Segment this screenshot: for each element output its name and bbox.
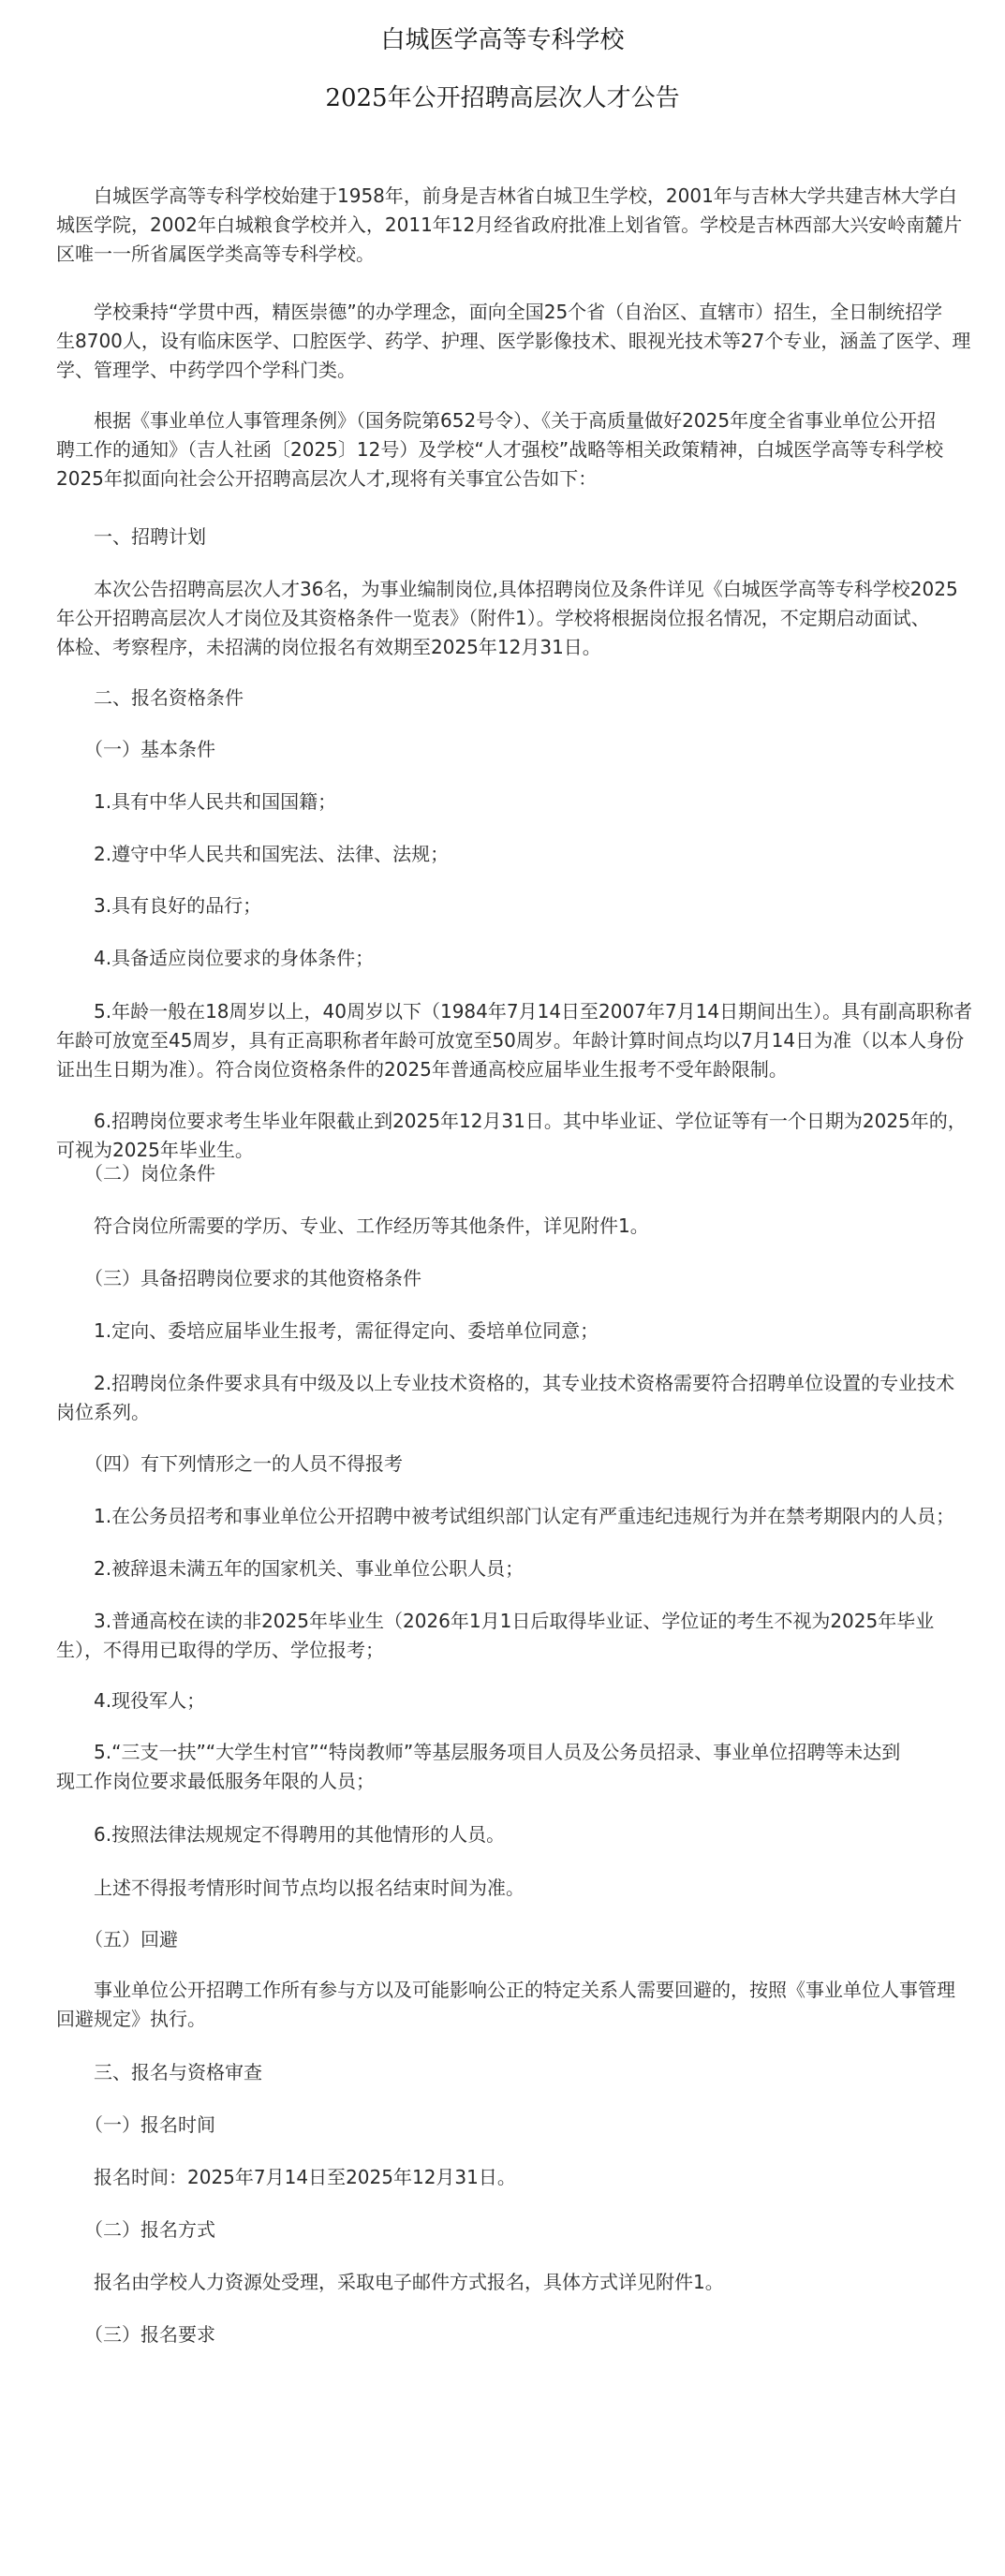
paragraph xyxy=(56,1369,983,1427)
text-line: 6.招聘岗位要求考生毕业年限截止到2025年12月31日。其中毕业证、学位证等有一个日期为2025年的， xyxy=(56,1110,967,1132)
section-heading xyxy=(56,1450,983,1479)
paragraph xyxy=(56,1874,983,1903)
text-line: 4.现役军人； xyxy=(56,1689,206,1712)
text-line: 聘工作的通知》（吉人社函〔2025〕12号）及学校“人才强校”战略等相关政策精神，白城医学高等专科学校 xyxy=(56,438,944,461)
paragraph xyxy=(56,891,983,920)
text-line: 白城医学高等专科学校始建于1958年，前身是吉林省白城卫生学校，2001年与吉林大学共建吉林大学白 xyxy=(56,184,957,207)
section-heading xyxy=(56,2215,983,2245)
text-line: 二、报名资格条件 xyxy=(56,686,244,709)
paragraph xyxy=(56,997,983,1084)
text-line: 生），不得用已取得的学历、学位报考； xyxy=(56,1639,384,1661)
text-line: 报名时间：2025年7月14日至2025年12月31日。 xyxy=(56,2166,516,2188)
text-line: 区唯一一所省属医学类高等专科学校。 xyxy=(56,243,375,265)
text-line: 1.定向、委培应届毕业生报考，需征得定向、委培单位同意； xyxy=(56,1319,599,1342)
paragraph xyxy=(56,1212,983,1241)
text-line: （二）报名方式 xyxy=(56,2218,215,2241)
section-heading xyxy=(56,684,983,713)
text-line: 2.招聘岗位条件要求具有中级及以上专业技术资格的，其专业技术资格需要符合招聘单位设置的专业技术 xyxy=(56,1372,955,1394)
text-line: （二）岗位条件 xyxy=(56,1162,215,1185)
text-line: 2.遵守中华人民共和国宪法、法律、法规； xyxy=(56,843,450,865)
text-line: （四）有下列情形之一的人员不得报考 xyxy=(56,1452,403,1475)
text-line: 5.“三支一扶”“大学生村官”“特岗教师”等基层服务项目人员及公务员招录、事业单位招聘等未达到 xyxy=(56,1741,901,1763)
paragraph xyxy=(56,1976,983,2034)
paragraph xyxy=(56,788,983,817)
text-line: 3.普通高校在读的非2025年毕业生（2026年1月1日后取得毕业证、学位证的考生不视为2025年毕业 xyxy=(56,1610,935,1632)
text-line: 5.年龄一般在18周岁以上，40周岁以下（1984年7月14日至2007年7月14日期间出生）。具有副高职称者 xyxy=(56,1000,973,1023)
text-line: 体检、考察程序，未招满的岗位报名有效期至2025年12月31日。 xyxy=(56,636,601,658)
section-heading xyxy=(56,523,983,552)
section-heading xyxy=(56,2320,983,2349)
section-heading xyxy=(56,2111,983,2140)
text-line: 3.具有良好的品行； xyxy=(56,894,262,917)
text-line: 2025年拟面向社会公开招聘高层次人才,现将有关事宜公告如下： xyxy=(56,467,598,490)
text-line: 现工作岗位要求最低服务年限的人员； xyxy=(56,1770,375,1792)
text-line: 回避规定》执行。 xyxy=(56,2008,206,2030)
text-line: 学、管理学、中药学四个学科门类。 xyxy=(56,359,356,381)
paragraph xyxy=(56,406,983,493)
text-line: （三）报名要求 xyxy=(56,2323,215,2346)
paragraph xyxy=(56,2268,983,2297)
text-line: 学校秉持“学贯中西，精医崇德”的办学理念，面向全国25个省（自治区、直辖市）招生，全日制统招学 xyxy=(56,301,943,323)
paragraph xyxy=(56,575,983,662)
text-line: 一、招聘计划 xyxy=(56,525,206,548)
text-line: 年龄可放宽至45周岁，具有正高职称者年龄可放宽至50周岁。年龄计算时间点均以7月14日为准（以本人身份 xyxy=(56,1029,965,1052)
paragraph xyxy=(56,1554,983,1583)
text-line: 岗位系列。 xyxy=(56,1401,150,1423)
document-subtitle: 2025年公开招聘高层次人才公告 xyxy=(325,84,680,112)
section-heading xyxy=(56,1264,983,1293)
section-heading xyxy=(56,735,983,764)
section-heading xyxy=(56,2058,983,2087)
paragraph xyxy=(56,1607,983,1665)
paragraph xyxy=(56,1317,983,1346)
text-line: 1.具有中华人民共和国国籍； xyxy=(56,790,337,813)
paragraph xyxy=(56,1820,983,1849)
paragraph xyxy=(56,1502,983,1531)
text-line: 生8700人，设有临床医学、口腔医学、药学、护理、医学影像技术、眼视光技术等27个专业，涵盖了医学、理 xyxy=(56,330,971,352)
paragraph xyxy=(56,1107,983,1165)
text-line: 符合岗位所需要的学历、专业、工作经历等其他条件，详见附件1。 xyxy=(56,1214,649,1237)
text-line: 证出生日期为准）。符合岗位资格条件的2025年普通高校应届毕业生报考不受年龄限制。 xyxy=(56,1058,788,1081)
paragraph xyxy=(56,944,983,973)
text-line: 三、报名与资格审查 xyxy=(56,2061,262,2083)
text-line: 根据《事业单位人事管理条例》（国务院第652号令）、《关于高质量做好2025年度全省事业单位公开招 xyxy=(56,409,937,432)
text-line: 1.在公务员招考和事业单位公开招聘中被考试组织部门认定有严重违纪违规行为并在禁考期限内的人员； xyxy=(56,1505,955,1527)
paragraph xyxy=(56,840,983,869)
text-line: （三）具备招聘岗位要求的其他资格条件 xyxy=(56,1267,421,1289)
text-line: 2.被辞退未满五年的国家机关、事业单位公职人员； xyxy=(56,1557,525,1580)
document-title: 白城医学高等专科学校 xyxy=(380,26,625,54)
section-heading xyxy=(56,1159,983,1188)
text-line: 本次公告招聘高层次人才36名，为事业编制岗位,具体招聘岗位及条件详见《白城医学高等专科学校2025 xyxy=(56,578,958,600)
text-line: （一）报名时间 xyxy=(56,2113,215,2136)
paragraph xyxy=(56,2163,983,2192)
text-line: 4.具备适应岗位要求的身体条件； xyxy=(56,947,375,969)
text-line: 6.按照法律法规规定不得聘用的其他情形的人员。 xyxy=(56,1823,506,1846)
text-line: 城医学院，2002年白城粮食学校并入，2011年12月经省政府批准上划省管。学校是吉林西部大兴安岭南麓片 xyxy=(56,213,963,236)
paragraph xyxy=(56,298,983,385)
paragraph xyxy=(56,182,983,269)
text-line: 报名由学校人力资源处受理，采取电子邮件方式报名，具体方式详见附件1。 xyxy=(56,2271,724,2293)
text-line: 事业单位公开招聘工作所有参与方以及可能影响公正的特定关系人需要回避的，按照《事业单位人事管理 xyxy=(56,1979,955,2001)
paragraph xyxy=(56,1738,983,1796)
text-line: 可视为2025年毕业生。 xyxy=(56,1139,254,1161)
paragraph xyxy=(56,1686,983,1715)
text-line: （五）回避 xyxy=(56,1928,178,1950)
text-line: 上述不得报考情形时间节点均以报名结束时间为准。 xyxy=(56,1877,525,1899)
section-heading xyxy=(56,1925,983,1954)
text-line: （一）基本条件 xyxy=(56,738,215,760)
text-line: 年公开招聘高层次人才岗位及其资格条件一览表》（附件1）。学校将根据岗位报名情况，不定期启动面试、 xyxy=(56,607,930,629)
